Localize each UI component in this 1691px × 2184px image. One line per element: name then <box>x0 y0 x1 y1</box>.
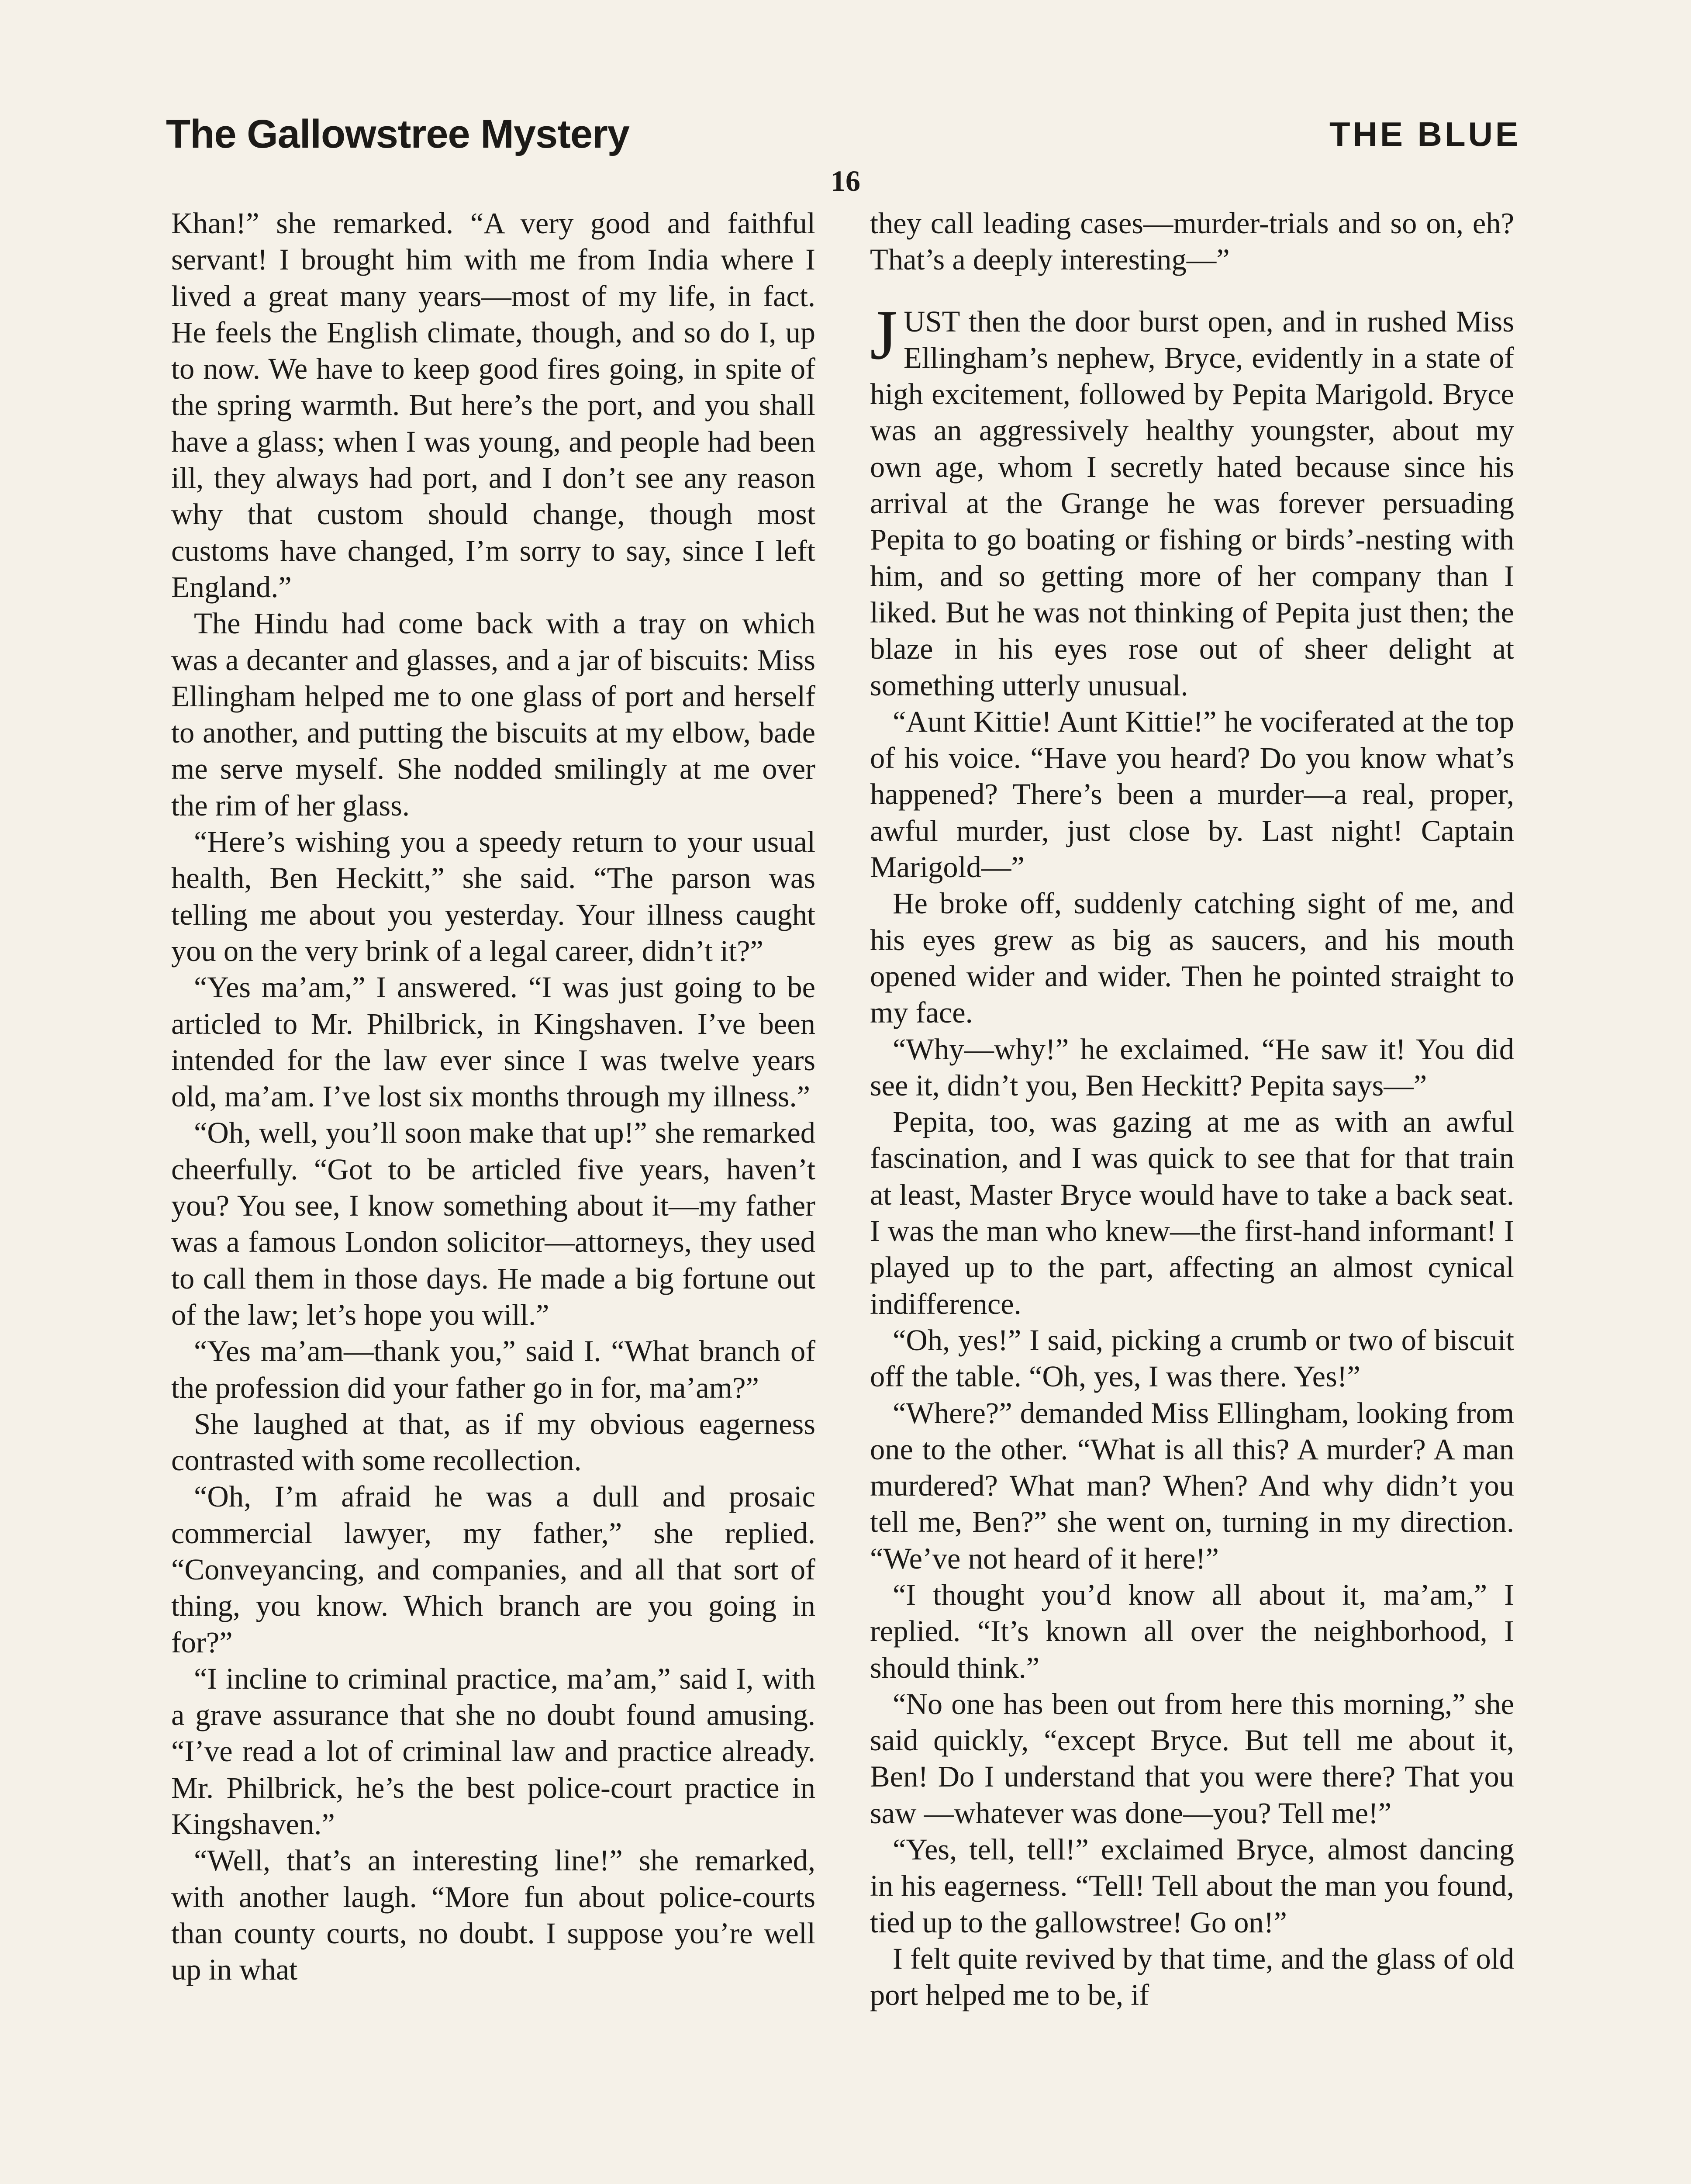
left-column <box>171 205 815 1988</box>
paragraph: “Here’s wishing you a speedy return to your usual health, Ben Heckitt,” she said. “The parson was telling me about you yesterday. Your illness caught you on the very brink of a legal career, didn’t it?” <box>171 825 815 968</box>
section-start-text: UST then the door burst open, and in rushed Miss Ellingham’s nephew, Bryce, evidently in a state of high excitement, followed by Pepita Marigold. Bryce was an aggressively healthy youngster, about my own age, whom I secretly hated because since his arrival at the Grange he was forever persuading Pepita to go boating or fishing or birds’-nesting with him, and so getting more of her company than I liked. But he was not thinking of Pepita just then; the blaze in his eyes rose out of sheer delight at something utterly unusual. <box>870 304 1514 702</box>
magazine-title: THE BLUE <box>1329 115 1521 153</box>
drop-cap: J <box>870 296 898 374</box>
paragraph: The Hindu had come back with a tray on which was a decanter and glasses, and a jar of biscuits: Miss Ellingham helped me to one glass of port and herself to another, and putting the biscuits at my elbow, bade me serve myself. She nodded smilingly at me over the rim of her glass. <box>171 607 815 822</box>
paragraph: “Where?” demanded Miss Ellingham, looking from one to the other. “What is all this? A murder? A man murdered? What man? When? And why didn’t you tell me, Ben?” she went on, turning in my direction. “We’ve not heard of it here!” <box>870 1396 1514 1575</box>
paragraph: “Yes ma’am,” I answered. “I was just going to be articled to Mr. Philbrick, in Kingshaven. I’ve been intended for the law ever since I was twelve years old, ma’am. I’ve lost six months through my illness.” <box>171 971 815 1113</box>
paragraph: they call leading cases—murder-trials and so on, eh? That’s a deeply interesting—” <box>870 207 1514 276</box>
paragraph: I felt quite revived by that time, and the glass of old port helped me to be, if <box>870 1942 1514 2012</box>
paragraph: “Oh, yes!” I said, picking a crumb or two of biscuit off the table. “Oh, yes, I was there. Yes!” <box>870 1323 1514 1393</box>
right-column <box>870 205 1514 2014</box>
paragraph: “Oh, well, you’ll soon make that up!” she remarked cheerfully. “Got to be articled five years, haven’t you? You see, I know something about it—my father was a famous London solicitor—attorneys, they used to call them in those days. He made a big fortune out of the law; let’s hope you will.” <box>171 1116 815 1331</box>
paragraph: Khan!” she remarked. “A very good and faithful servant! I brought him with me from India where I lived a great many years—most of my life, in fact. He feels the English climate, though, and so do I, up to now. We have to keep good fires going, in spite of the spring warmth. But here’s the port, and you shall have a glass; when I was young, and people had been ill, they always had port, and I don’t see any reason why that custom should change, though most customs have changed, I’m sorry to say, since I left England.” <box>171 207 815 604</box>
paragraph: Pepita, too, was gazing at me as with an awful fascination, and I was quick to see that for that train at least, Master Bryce would have to take a back seat. I was the man who knew—the first-hand informant! I played up to the part, affecting an almost cynical indifference. <box>870 1105 1514 1320</box>
section-start-paragraph <box>870 296 1514 704</box>
paragraph: “I incline to criminal practice, ma’am,” said I, with a grave assurance that she no doubt found amusing. “I’ve read a lot of criminal law and practice already. Mr. Philbrick, he’s the best police-court practice in Kingshaven.” <box>171 1662 815 1841</box>
paragraph: “No one has been out from here this morning,” she said quickly, “except Bryce. But tell me about it, Ben! Do I understand that you were there? That you saw —whatever was done—you? Tell me!” <box>870 1687 1514 1830</box>
paragraph: “Oh, I’m afraid he was a dull and prosaic commercial lawyer, my father,” she replied. “Conveyancing, and companies, and all that sort of thing, you know. Which branch are you going in for?” <box>171 1480 815 1659</box>
paragraph: She laughed at that, as if my obvious eagerness contrasted with some recollection. <box>171 1407 815 1477</box>
paragraph: “Aunt Kittie! Aunt Kittie!” he vociferated at the top of his voice. “Have you heard? Do you know what’s happened? There’s been a murder—a real, proper, awful murder, just close by. Last night! Captain Marigold—” <box>870 705 1514 884</box>
page-number: 16 <box>831 164 860 197</box>
paragraph: “Why—why!” he exclaimed. “He saw it! You did see it, didn’t you, Ben Heckitt? Pepita says—” <box>870 1032 1514 1102</box>
paragraph: “I thought you’d know all about it, ma’am,” I replied. “It’s known all over the neighborhood, I should think.” <box>870 1578 1514 1684</box>
paragraph: “Yes, tell, tell!” exclaimed Bryce, almost dancing in his eagerness. “Tell! Tell about the man you found, tied up to the gallowstree! Go on!” <box>870 1833 1514 1939</box>
paragraph: “Yes ma’am—thank you,” said I. “What branch of the profession did your father go in for, ma’am?” <box>171 1334 815 1404</box>
story-title: The Gallowstree Mystery <box>166 112 629 156</box>
paragraph: He broke off, suddenly catching sight of me, and his eyes grew as big as saucers, and his mouth opened wider and wider. Then he pointed straight to my face. <box>870 887 1514 1030</box>
paragraph: “Well, that’s an interesting line!” she remarked, with another laugh. “More fun about police-courts than county courts, no doubt. I suppose you’re well up in what <box>171 1844 815 1987</box>
